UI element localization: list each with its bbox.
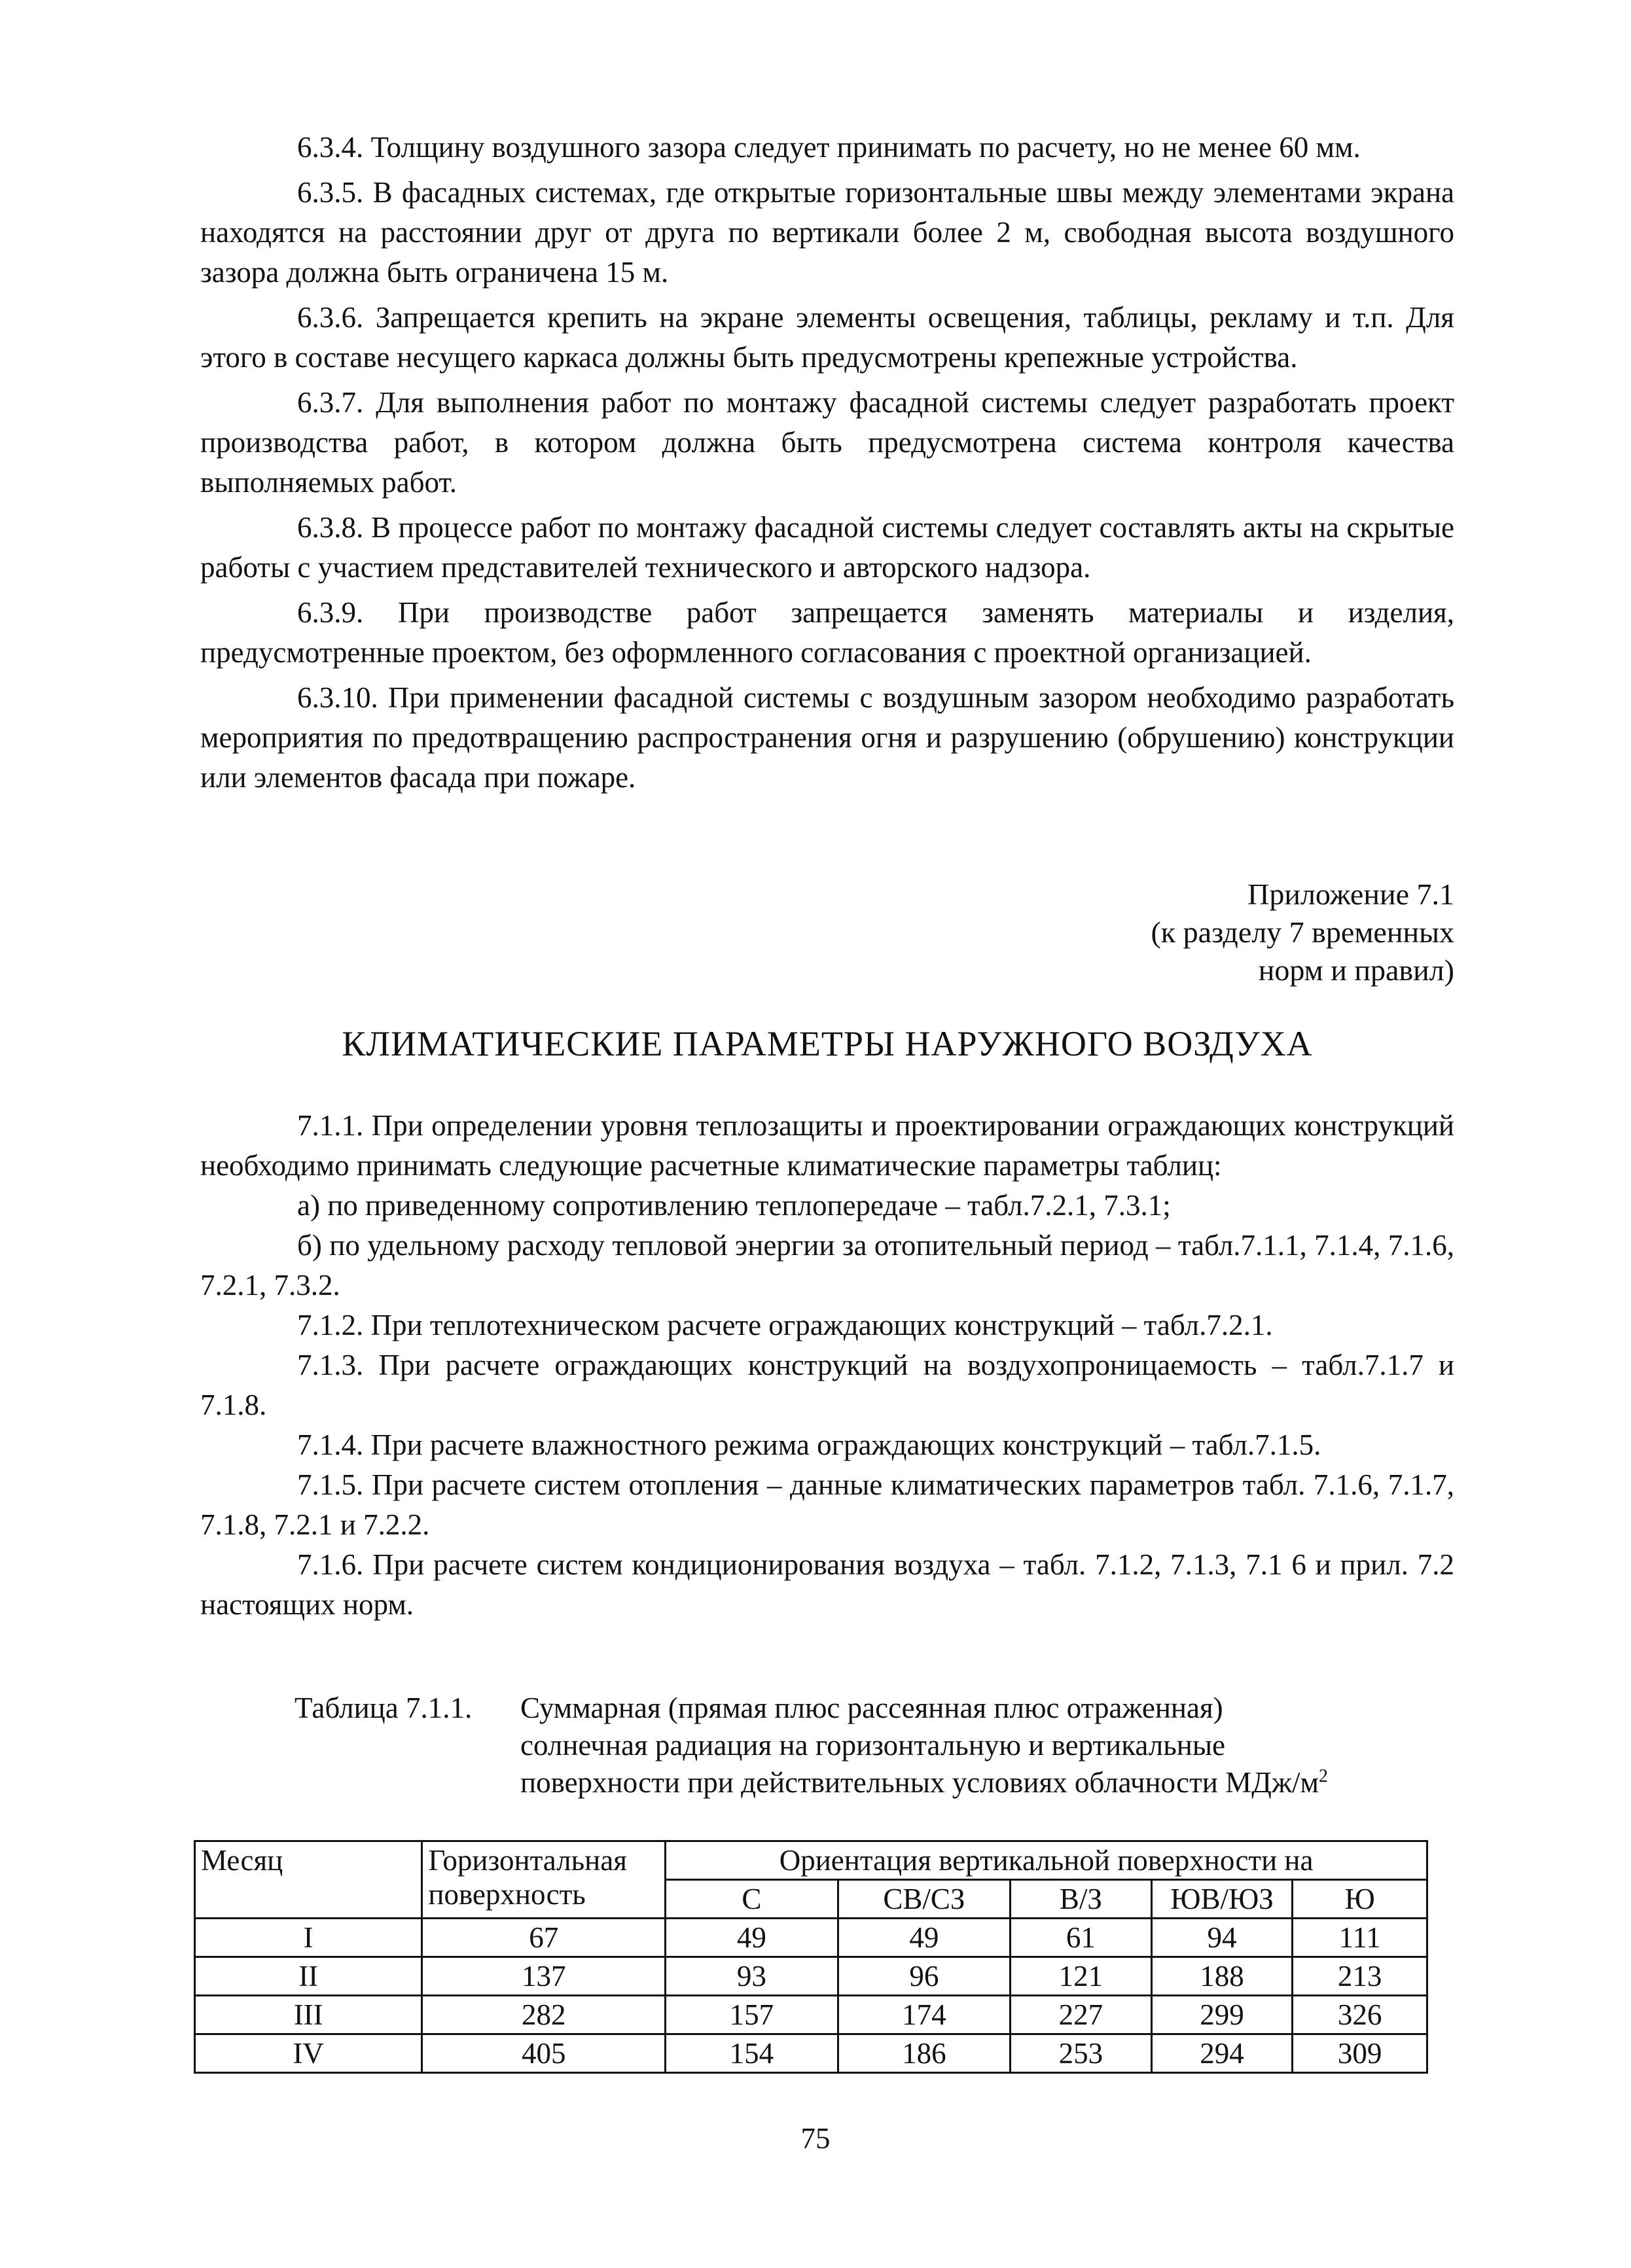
table-cell: 49 (666, 1919, 838, 1957)
header-horizontal-line-1: Горизонтальная (428, 1844, 627, 1877)
table-row (195, 1996, 1427, 2034)
page-number: 75 (800, 2122, 831, 2155)
paragraph-7-1-3: 7.1.3. При расчете ограждающих конструкций на воздухопроницаемость – табл.7.1.7 и 7.1.8. (200, 1349, 1454, 1421)
section-7-1 (200, 1106, 1454, 1625)
paragraph-6-3-4: 6.3.4. Толщину воздушного зазора следует принимать по расчету, но не менее 60 мм. (297, 131, 1361, 164)
table-cell: 93 (666, 1957, 838, 1996)
table-cell: 309 (1293, 2034, 1427, 2073)
table-header-row (195, 1841, 1427, 1880)
header-month: Месяц (195, 1841, 422, 1919)
header-horizontal (422, 1841, 666, 1919)
paragraph-6-3-7: 6.3.7. Для выполнения работ по монтажу фасадной системы следует разработать проект производства работ, в котором должна быть предусмотрена система контроля качества выполняемых работ. (200, 386, 1454, 499)
section-6-3 (200, 128, 1454, 798)
paragraph-7-1-6: 7.1.6. При расчете систем кондиционирования воздуха – табл. 7.1.2, 7.1.3, 7.1 6 и прил. 7.2 настоящих норм. (200, 1548, 1454, 1621)
paragraph-6-3-5: 6.3.5. В фасадных системах, где открытые горизонтальные швы между элементами экрана находятся на расстоянии друг от друга по вертикали более 2 м, свободная высота воздушного зазора должна быть ограничена 15 м. (200, 176, 1454, 289)
paragraph-7-1-1-b: б) по удельному расходу тепловой энергии за отопительный период – табл.7.1.1, 7.1.4, 7.1.6, 7.2.1, 7.3.2. (200, 1229, 1454, 1302)
table-cell-month: II (195, 1957, 422, 1996)
table-cell: 405 (422, 2034, 666, 2073)
table-caption-line-1: Суммарная (прямая плюс рассеянная плюс отраженная) (520, 1692, 1223, 1724)
table-cell: 213 (1293, 1957, 1427, 1996)
header-direction: СВ/СЗ (838, 1880, 1010, 1919)
header-direction: ЮВ/ЮЗ (1151, 1880, 1293, 1919)
paragraph-6-3-9: 6.3.9. При производстве работ запрещается заменять материалы и изделия, предусмотренные проектом, без оформленного согласования с проектной организацией. (200, 596, 1454, 669)
paragraph-7-1-5: 7.1.5. При расчете систем отопления – данные климатических параметров табл. 7.1.6, 7.1.7, 7.1.8, 7.2.1 и 7.2.2. (200, 1468, 1454, 1541)
table-cell: 96 (838, 1957, 1010, 1996)
header-direction: Ю (1293, 1880, 1427, 1919)
paragraph-6-3-8: 6.3.8. В процессе работ по монтажу фасадной системы следует составлять акты на скрытые работы с участием представителей технического и авторского надзора. (200, 511, 1454, 584)
table-cell: 253 (1011, 2034, 1152, 2073)
paragraph-6-3-6: 6.3.6. Запрещается крепить на экране элементы освещения, таблицы, рекламу и т.п. Для этого в составе несущего каркаса должны быть предусмотрены крепежные устройства. (200, 301, 1454, 374)
table-cell-month: I (195, 1919, 422, 1957)
header-direction: В/З (1011, 1880, 1152, 1919)
table-cell: 294 (1151, 2034, 1293, 2073)
table-row (195, 1919, 1427, 1957)
table-cell: 227 (1011, 1996, 1152, 2034)
table-caption-line-3: поверхности при действительных условиях облачности МДж/м (520, 1766, 1319, 1799)
appendix-line-2: (к разделу 7 временных (1151, 915, 1454, 949)
table-cell: 49 (838, 1919, 1010, 1957)
table-row (195, 1957, 1427, 1996)
table-cell: 67 (422, 1919, 666, 1957)
table-caption-label: Таблица 7.1.1. (295, 1692, 473, 1724)
table-caption-line-3-wrap (295, 1764, 1460, 1801)
header-orientation: Ориентация вертикальной поверхности на (666, 1841, 1427, 1880)
paragraph-7-1-1-a: а) по приведенному сопротивлению теплопередаче – табл.7.2.1, 7.3.1; (297, 1189, 1171, 1222)
table-cell: 157 (666, 1996, 838, 2034)
appendix-note (982, 876, 1454, 989)
table-caption (295, 1690, 1460, 1801)
appendix-line-3: норм и правил) (1258, 953, 1454, 987)
table-cell: 111 (1293, 1919, 1427, 1957)
unit-superscript: 2 (1318, 1766, 1328, 1786)
table-cell: 94 (1151, 1919, 1293, 1957)
appendix-line-1: Приложение 7.1 (1247, 877, 1454, 911)
section-heading: КЛИМАТИЧЕСКИЕ ПАРАМЕТРЫ НАРУЖНОГО ВОЗДУХА (342, 1024, 1313, 1063)
header-horizontal-line-2: поверхность (428, 1878, 586, 1911)
table-cell: 154 (666, 2034, 838, 2073)
table-cell: 282 (422, 1996, 666, 2034)
table-cell: 326 (1293, 1996, 1427, 2034)
paragraph-7-1-2: 7.1.2. При теплотехническом расчете ограждающих конструкций – табл.7.2.1. (297, 1309, 1273, 1341)
table-cell: 186 (838, 2034, 1010, 2073)
table-cell: 188 (1151, 1957, 1293, 1996)
table-cell: 174 (838, 1996, 1010, 2034)
table-cell-month: IV (195, 2034, 422, 2073)
table-caption-line-2: солнечная радиация на горизонтальную и вертикальные (520, 1729, 1226, 1762)
paragraph-6-3-10: 6.3.10. При применении фасадной системы с воздушным зазором необходимо разработать мероприятия по предотвращению распространения огня и разрушению (обрушению) конструкции или элементов фасада при пожаре. (200, 681, 1454, 794)
table-cell: 137 (422, 1957, 666, 1996)
paragraph-7-1-1: 7.1.1. При определении уровня теплозащиты и проектировании ограждающих конструкций необходимо принимать следующие расчетные климатические параметры таблиц: (200, 1109, 1454, 1182)
table-cell: 299 (1151, 1996, 1293, 2034)
solar-radiation-table (194, 1840, 1428, 2074)
header-direction: С (666, 1880, 838, 1919)
paragraph-7-1-4: 7.1.4. При расчете влажностного режима ограждающих конструкций – табл.7.1.5. (297, 1428, 1321, 1461)
table-cell: 121 (1011, 1957, 1152, 1996)
table-cell: 61 (1011, 1919, 1152, 1957)
table-row (195, 2034, 1427, 2073)
table-cell-month: III (195, 1996, 422, 2034)
